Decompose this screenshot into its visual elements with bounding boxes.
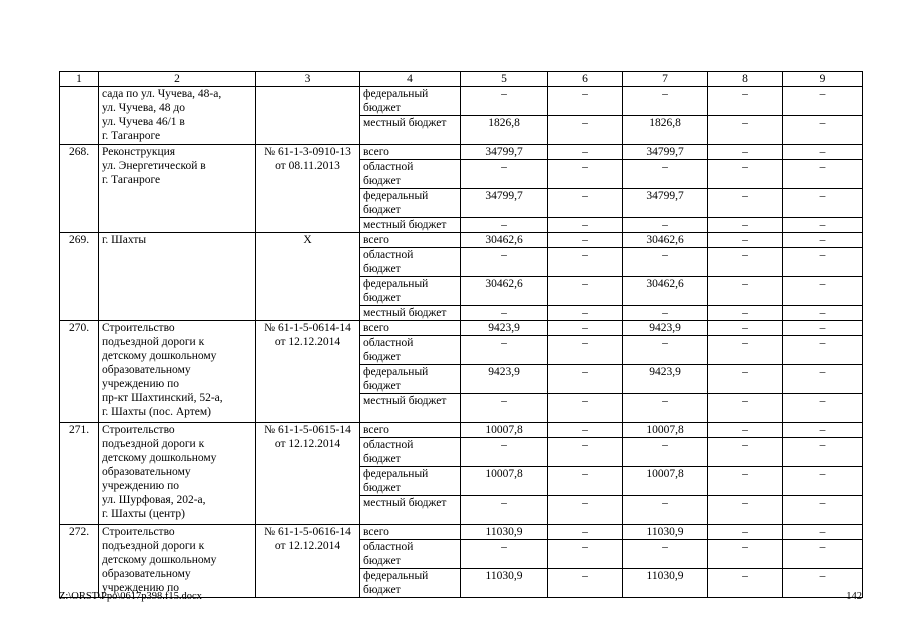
amount-cell: – (461, 336, 548, 365)
amount-cell: – (461, 160, 548, 189)
funding-source: всего (360, 525, 461, 540)
amount-cell: 11030,9 (461, 569, 548, 598)
table-row (60, 87, 863, 116)
budget-table (59, 71, 863, 598)
amount-cell: – (708, 145, 783, 160)
amount-cell: 34799,7 (461, 145, 548, 160)
amount-cell: – (461, 306, 548, 321)
amount-cell: – (548, 248, 623, 277)
amount-cell: – (783, 394, 863, 423)
funding-source: местный бюджет (360, 306, 461, 321)
column-header: 8 (708, 72, 783, 87)
amount-cell: – (708, 218, 783, 233)
funding-source: местный бюджет (360, 394, 461, 423)
amount-cell: 11030,9 (623, 525, 708, 540)
amount-cell: – (548, 145, 623, 160)
amount-cell: 11030,9 (461, 525, 548, 540)
amount-cell: 9423,9 (623, 365, 708, 394)
funding-source: областной бюджет (360, 160, 461, 189)
amount-cell: – (783, 277, 863, 306)
column-header: 9 (783, 72, 863, 87)
amount-cell: – (623, 540, 708, 569)
amount-cell: – (548, 438, 623, 467)
amount-cell: – (783, 306, 863, 321)
amount-cell: – (548, 321, 623, 336)
amount-cell: – (548, 116, 623, 145)
amount-cell: 10007,8 (461, 467, 548, 496)
amount-cell: – (548, 569, 623, 598)
amount-cell: – (708, 496, 783, 525)
object-name: сада по ул. Чучева, 48-а, ул. Чучева, 48 до ул. Чучева 46/1 в г. Таганроге (99, 87, 256, 145)
amount-cell: – (461, 248, 548, 277)
amount-cell: – (708, 306, 783, 321)
amount-cell: 1826,8 (461, 116, 548, 145)
table-row (60, 423, 863, 438)
amount-cell: – (548, 394, 623, 423)
column-header: 4 (360, 72, 461, 87)
document-number: Х (256, 233, 360, 321)
object-name: г. Шахты (99, 233, 256, 321)
funding-source: областной бюджет (360, 248, 461, 277)
amount-cell: – (623, 218, 708, 233)
amount-cell: – (783, 496, 863, 525)
amount-cell: – (783, 569, 863, 598)
amount-cell: – (783, 438, 863, 467)
amount-cell: – (548, 87, 623, 116)
amount-cell: – (708, 438, 783, 467)
column-header: 6 (548, 72, 623, 87)
amount-cell: – (708, 116, 783, 145)
amount-cell: – (783, 467, 863, 496)
amount-cell: – (548, 365, 623, 394)
row-number: 270. (60, 321, 99, 423)
amount-cell: – (623, 306, 708, 321)
amount-cell: – (623, 336, 708, 365)
amount-cell: – (783, 218, 863, 233)
amount-cell: 34799,7 (623, 145, 708, 160)
column-header: 2 (99, 72, 256, 87)
funding-source: федеральный бюджет (360, 277, 461, 306)
amount-cell: – (623, 496, 708, 525)
amount-cell: – (548, 423, 623, 438)
object-name: Строительство подъездной дороги к детскому дошкольному образовательному учреждению по (99, 525, 256, 598)
amount-cell: – (708, 248, 783, 277)
amount-cell: 10007,8 (623, 467, 708, 496)
amount-cell: – (548, 540, 623, 569)
amount-cell: – (461, 540, 548, 569)
funding-source: областной бюджет (360, 540, 461, 569)
amount-cell: – (623, 394, 708, 423)
amount-cell: – (783, 423, 863, 438)
row-number: 272. (60, 525, 99, 598)
amount-cell: 11030,9 (623, 569, 708, 598)
funding-source: всего (360, 321, 461, 336)
amount-cell: – (548, 277, 623, 306)
amount-cell: – (708, 569, 783, 598)
amount-cell: – (623, 87, 708, 116)
funding-source: федеральный бюджет (360, 87, 461, 116)
object-name: Строительство подъездной дороги к детскому дошкольному образовательному учреждению по пр-кт Шахтинский, 52-а, г. Шахты (пос. Артем) (99, 321, 256, 423)
amount-cell: – (461, 438, 548, 467)
amount-cell: 10007,8 (623, 423, 708, 438)
amount-cell: – (783, 189, 863, 218)
amount-cell: – (461, 87, 548, 116)
amount-cell: – (708, 540, 783, 569)
funding-source: всего (360, 145, 461, 160)
amount-cell: – (708, 233, 783, 248)
amount-cell: – (461, 218, 548, 233)
funding-source: областной бюджет (360, 438, 461, 467)
amount-cell: 9423,9 (623, 321, 708, 336)
amount-cell: – (708, 277, 783, 306)
amount-cell: 9423,9 (461, 321, 548, 336)
amount-cell: – (548, 233, 623, 248)
amount-cell: – (783, 365, 863, 394)
amount-cell: 9423,9 (461, 365, 548, 394)
row-number (60, 87, 99, 145)
amount-cell: – (783, 321, 863, 336)
amount-cell: – (708, 365, 783, 394)
amount-cell: – (548, 189, 623, 218)
amount-cell: 30462,6 (623, 277, 708, 306)
table-row (60, 233, 863, 248)
amount-cell: – (548, 525, 623, 540)
funding-source: федеральный бюджет (360, 569, 461, 598)
row-number: 271. (60, 423, 99, 525)
amount-cell: – (548, 160, 623, 189)
amount-cell: 34799,7 (623, 189, 708, 218)
amount-cell: 30462,6 (461, 233, 548, 248)
amount-cell: – (548, 496, 623, 525)
amount-cell: – (783, 87, 863, 116)
table-row (60, 525, 863, 540)
funding-source: федеральный бюджет (360, 189, 461, 218)
amount-cell: 30462,6 (623, 233, 708, 248)
amount-cell: – (783, 160, 863, 189)
amount-cell: – (548, 336, 623, 365)
amount-cell: – (783, 116, 863, 145)
amount-cell: – (708, 336, 783, 365)
row-number: 268. (60, 145, 99, 233)
amount-cell: – (548, 218, 623, 233)
amount-cell: 1826,8 (623, 116, 708, 145)
document-number: № 61-1-5-0616-14 от 12.12.2014 (256, 525, 360, 598)
amount-cell: 10007,8 (461, 423, 548, 438)
header-row (60, 72, 863, 87)
table-row (60, 321, 863, 336)
amount-cell: – (623, 248, 708, 277)
funding-source: всего (360, 423, 461, 438)
amount-cell: – (623, 160, 708, 189)
amount-cell: – (548, 467, 623, 496)
column-header: 7 (623, 72, 708, 87)
object-name: Строительство подъездной дороги к детскому дошкольному образовательному учреждению по ул. Шурфовая, 202-а, г. Шахты (центр) (99, 423, 256, 525)
funding-source: всего (360, 233, 461, 248)
amount-cell: – (708, 467, 783, 496)
amount-cell: – (708, 394, 783, 423)
column-header: 1 (60, 72, 99, 87)
amount-cell: – (783, 233, 863, 248)
funding-source: федеральный бюджет (360, 365, 461, 394)
table-row (60, 145, 863, 160)
funding-source: местный бюджет (360, 218, 461, 233)
amount-cell: – (708, 160, 783, 189)
amount-cell: – (783, 145, 863, 160)
document-number: № 61-1-3-0910-13 от 08.11.2013 (256, 145, 360, 233)
document-number: № 61-1-5-0614-14 от 12.12.2014 (256, 321, 360, 423)
amount-cell: – (783, 336, 863, 365)
footer-file-path: Z:\ORST\Ppo\0617p398.f15.docx (59, 591, 202, 602)
column-header: 5 (461, 72, 548, 87)
amount-cell: – (708, 321, 783, 336)
amount-cell: – (708, 189, 783, 218)
page-number: 142 (846, 591, 862, 602)
amount-cell: – (783, 540, 863, 569)
funding-source: местный бюджет (360, 116, 461, 145)
amount-cell: – (623, 438, 708, 467)
amount-cell: – (708, 87, 783, 116)
amount-cell: – (783, 248, 863, 277)
amount-cell: – (708, 423, 783, 438)
amount-cell: – (461, 496, 548, 525)
amount-cell: – (708, 525, 783, 540)
amount-cell: – (461, 394, 548, 423)
document-number: № 61-1-5-0615-14 от 12.12.2014 (256, 423, 360, 525)
funding-source: областной бюджет (360, 336, 461, 365)
amount-cell: 30462,6 (461, 277, 548, 306)
funding-source: федеральный бюджет (360, 467, 461, 496)
document-number (256, 87, 360, 145)
row-number: 269. (60, 233, 99, 321)
object-name: Реконструкция ул. Энергетической в г. Таганроге (99, 145, 256, 233)
funding-source: местный бюджет (360, 496, 461, 525)
amount-cell: – (783, 525, 863, 540)
amount-cell: – (548, 306, 623, 321)
column-header: 3 (256, 72, 360, 87)
amount-cell: 34799,7 (461, 189, 548, 218)
